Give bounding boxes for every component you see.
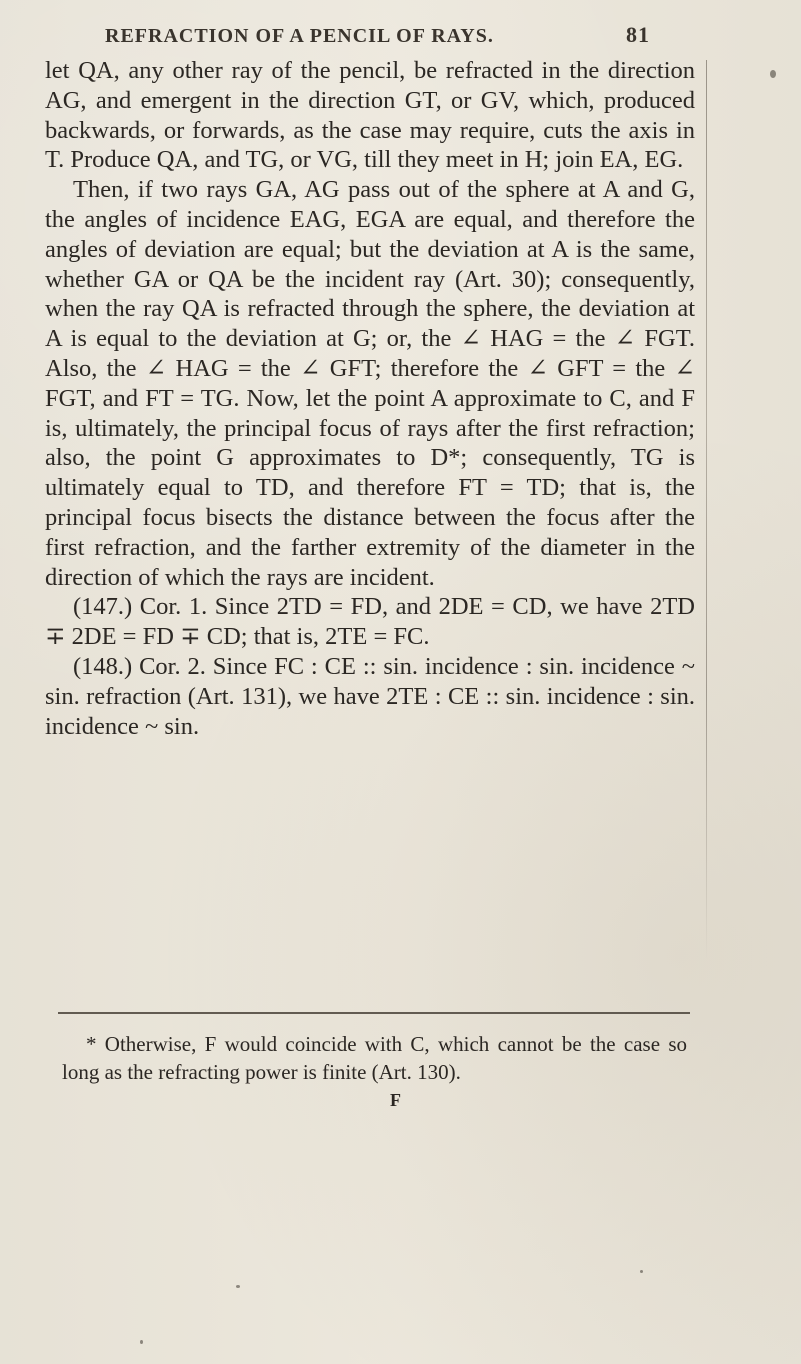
- paper-speck: [140, 1340, 143, 1344]
- paragraph-1: let QA, any other ray of the pencil, be refracted in the direction AG, and emergent in the direction GT, or GV, which, produced backwards, or forwards, as the case may require, cuts the axis in T. Produce QA, and TG, or VG, till they meet in H; join EA, EG.: [45, 57, 695, 174]
- paragraph-2: Then, if two rays GA, AG pass out of the sphere at A and G, the angles of incidence EAG, EGA are equal, and therefore the angles of deviation are equal; but the deviation at A is the same, whether GA or QA be the incident ray (Art. 30); consequently, when the ray QA is refracted through the sphere, the deviation at A is equal to the deviation at G; or, the ∠ HAG = the ∠ FGT. Also, the ∠ HAG = the ∠ GFT; therefore the ∠ GFT = the ∠ FGT, and FT = TG. Now, let the point A approximate to C, and F is, ultimately, the principal focus of rays after the first refraction; also, the point G approximates to D*; consequently, TG is ultimately equal to TD, and therefore FT = TD; that is, the principal focus bisects the distance between the focus after the first refraction, and the farther extremity of the diameter in the direction of which the rays are incident.: [45, 176, 695, 591]
- running-title: REFRACTION OF A PENCIL OF RAYS.: [105, 25, 494, 47]
- running-header: [105, 22, 650, 48]
- footnote: * Otherwise, F would coincide with C, which cannot be the case so long as the refracting power is finite (Art. 130).: [62, 1032, 687, 1084]
- footnote-rule: [58, 1012, 690, 1014]
- signature-mark: F: [390, 1090, 401, 1110]
- body-text: [45, 56, 695, 741]
- page-number: 81: [626, 22, 650, 47]
- paper-speck: [236, 1285, 240, 1288]
- paragraph-corollary-1: (147.) Cor. 1. Since 2TD = FD, and 2DE = CD, we have 2TD ∓ 2DE = FD ∓ CD; that is, 2TE = FC.: [45, 593, 695, 651]
- paper-speck: [770, 70, 776, 78]
- paper-speck: [640, 1270, 643, 1273]
- page-edge-shadow: [706, 60, 707, 960]
- paragraph-corollary-2: (148.) Cor. 2. Since FC : CE :: sin. incidence : sin. incidence ~ sin. refraction (Art. 131), we have 2TE : CE :: sin. incidence : sin. incidence ~ sin.: [45, 652, 695, 740]
